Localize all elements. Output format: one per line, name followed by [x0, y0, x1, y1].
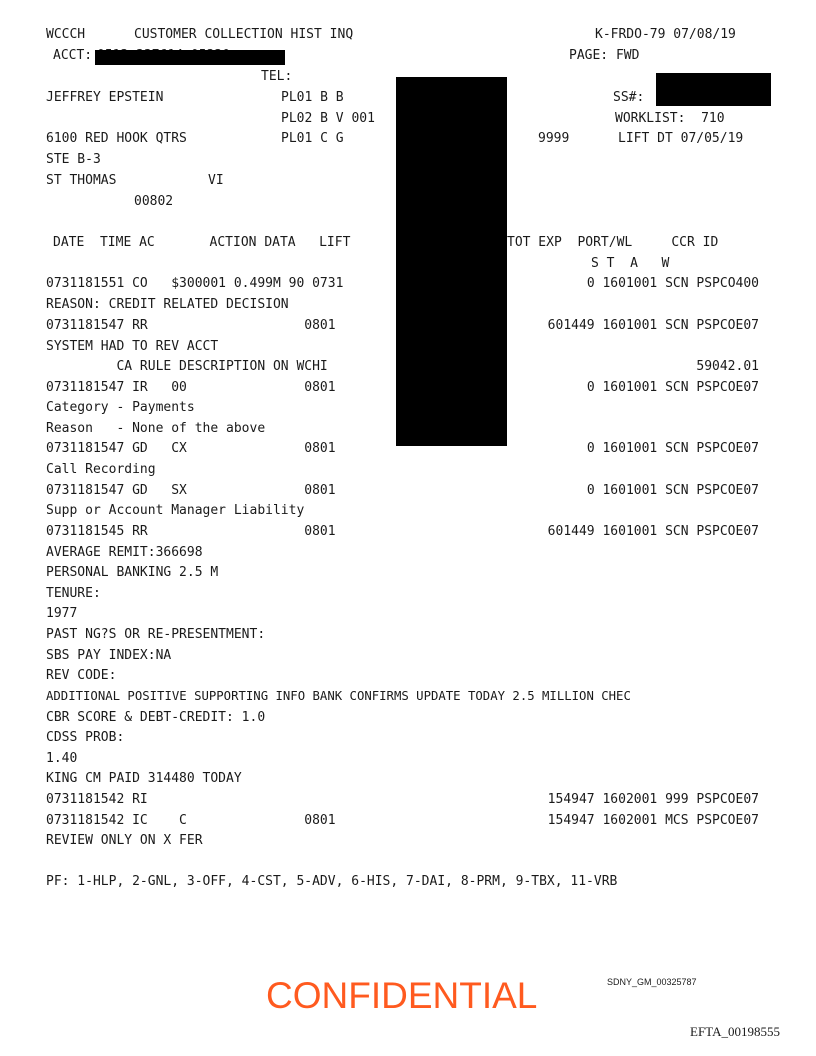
acct-label: ACCT:	[53, 48, 93, 63]
history-line: KING CM PAID 314480 TODAY	[46, 771, 242, 786]
history-line-right: 601449 1601001 SCN PSPCOE07	[547, 524, 759, 539]
history-line-right: 59042.01	[696, 359, 759, 374]
screen-title: CUSTOMER COLLECTION HIST INQ	[134, 27, 354, 42]
column-header-sub: S T A W	[591, 256, 670, 271]
history-line: CBR SCORE & DEBT-CREDIT: 1.0	[46, 710, 266, 725]
customer-name: JEFFREY EPSTEIN	[46, 90, 164, 105]
center-redaction	[396, 77, 507, 446]
worklist: WORKLIST: 710	[615, 111, 725, 126]
history-line-right: 601449 1601001 SCN PSPCOE07	[547, 318, 759, 333]
efta-number: EFTA_00198555	[690, 1024, 780, 1039]
history-line: TENURE:	[46, 586, 101, 601]
history-line-right: 0 1601001 SCN PSPCOE07	[586, 380, 759, 395]
history-line-right: 154947 1602001 MCS PSPCOE07	[547, 813, 759, 828]
history-line: 0731181551 CO $300001 0.499M 90 0731	[46, 276, 344, 291]
history-line: 0731181542 IC C 0801	[46, 813, 336, 828]
terminal-date: K-FRDO-79 07/08/19	[595, 27, 736, 42]
acct-redaction	[95, 50, 285, 65]
history-line: 0731181542 RI	[46, 792, 148, 807]
ss-label: SS#:	[613, 90, 645, 105]
history-line-right: 0 1601001 SCN PSPCOE07	[586, 483, 759, 498]
column-header-left: DATE TIME AC ACTION DATA LIFT	[53, 235, 351, 250]
confidential-stamp: CONFIDENTIAL	[266, 975, 538, 1016]
history-line-right: 0 1601001 SCN PSPCO400	[586, 276, 759, 291]
pf-key-bar: PF: 1-HLP, 2-GNL, 3-OFF, 4-CST, 5-ADV, 6-HIS, 7-DAI, 8-PRM, 9-TBX, 11-VRB	[46, 874, 618, 889]
history-line: Call Recording	[46, 462, 156, 477]
history-line-right: 154947 1602001 999 PSPCOE07	[547, 792, 759, 807]
bates-number: SDNY_GM_00325787	[607, 977, 697, 987]
history-line: 0731181547 IR 00 0801	[46, 380, 336, 395]
history-line-right: 0 1601001 SCN PSPCOE07	[586, 441, 759, 456]
history-line: 0731181545 RR 0801	[46, 524, 336, 539]
state: VI	[208, 173, 224, 188]
page-indicator: PAGE: FWD	[569, 48, 640, 63]
history-line: 1977	[46, 606, 78, 621]
pl01-cg: PL01 C G	[281, 131, 344, 146]
history-line: Category - Payments	[46, 400, 195, 415]
pl02-bv: PL02 B V 001	[281, 111, 375, 126]
history-line: PAST NG?S OR RE-PRESENTMENT:	[46, 627, 266, 642]
history-line: 1.40	[46, 751, 78, 766]
history-line: 0731181547 GD CX 0801	[46, 441, 336, 456]
address-line-1: 6100 RED HOOK QTRS	[46, 131, 187, 146]
lift-date: LIFT DT 07/05/19	[618, 131, 744, 146]
code-9999: 9999	[538, 131, 570, 146]
history-line: Supp or Account Manager Liability	[46, 503, 305, 518]
history-line: AVERAGE REMIT:366698	[46, 545, 203, 560]
history-line: ADDITIONAL POSITIVE SUPPORTING INFO BANK CONFIRMS UPDATE TODAY 2.5 MILLION CHEC	[46, 689, 631, 703]
history-line: REV CODE:	[46, 668, 117, 683]
pl01-bb: PL01 B B	[281, 90, 344, 105]
system-code: WCCCH	[46, 27, 86, 42]
history-line: PERSONAL BANKING 2.5 M	[46, 565, 219, 580]
city: ST THOMAS	[46, 173, 117, 188]
history-line: CA RULE DESCRIPTION ON WCHI	[46, 359, 328, 374]
column-header-right: TOT EXP PORT/WL CCR ID	[507, 235, 719, 250]
history-line: SYSTEM HAD TO REV ACCT	[46, 339, 219, 354]
history-line: CDSS PROB:	[46, 730, 125, 745]
history-line: Reason - None of the above	[46, 421, 266, 436]
ss-redaction	[656, 73, 771, 106]
history-line: 0731181547 RR 0801	[46, 318, 336, 333]
address-line-2: STE B-3	[46, 152, 101, 167]
tel-label: TEL:	[261, 69, 293, 84]
history-line: REASON: CREDIT RELATED DECISION	[46, 297, 289, 312]
history-line: 0731181547 GD SX 0801	[46, 483, 336, 498]
zip-code: 00802	[134, 194, 174, 209]
history-line: SBS PAY INDEX:NA	[46, 648, 172, 663]
history-line: REVIEW ONLY ON X FER	[46, 833, 203, 848]
